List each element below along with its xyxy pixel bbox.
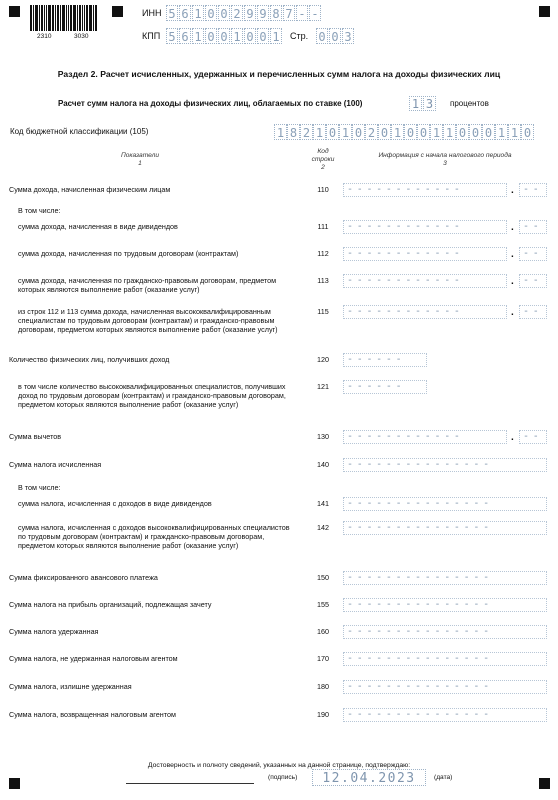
barcode-number-left: 2310 — [37, 33, 52, 40]
digit-cell[interactable]: 0 — [218, 5, 230, 21]
column-header-info — [350, 152, 540, 168]
kbk-digit-cell[interactable]: 0 — [378, 124, 391, 140]
digit-cell[interactable]: - — [296, 5, 308, 21]
column-header-code — [305, 148, 341, 172]
rate-title: Расчет сумм налога на доходы физических лиц, облагаемых по ставке (100) — [58, 99, 363, 108]
rate-digit: 3 — [423, 96, 436, 111]
row-code: 110 — [317, 185, 329, 194]
digit-cell[interactable]: 1 — [192, 28, 204, 44]
corner-marker-bottom-left — [9, 778, 20, 789]
kbk-digit-cell[interactable]: 0 — [417, 124, 430, 140]
tax-amount-field[interactable]: --------------- — [343, 708, 547, 722]
digit-cell[interactable]: 7 — [283, 5, 295, 21]
row-label: сумма налога, исчисленная с доходов в виде дивидендов — [18, 499, 212, 508]
row-label: Сумма налога на прибыль организаций, подлежащая зачету — [9, 600, 212, 609]
kbk-label: Код бюджетной классификации (105) — [10, 127, 149, 136]
row-label: сумма дохода, начисленная по гражданско-правовым договорам, предметом которых являются выполнение работ (оказание услуг) — [18, 276, 277, 294]
count-field[interactable]: ------ — [343, 353, 427, 367]
digit-cell[interactable]: - — [309, 5, 321, 21]
amount-field[interactable]: ------------ — [343, 274, 507, 288]
row-label: Сумма вычетов — [9, 432, 62, 441]
row-code: 121 — [317, 382, 329, 391]
column-header-info-text: Информация с начала налогового периода — [378, 152, 512, 159]
row-code: 111 — [317, 222, 329, 231]
decimal-separator: . — [511, 307, 514, 318]
kbk-digit-cell[interactable]: 1 — [430, 124, 443, 140]
row-label: В том числе: — [18, 206, 61, 215]
tax-amount-field[interactable]: --------------- — [343, 571, 547, 585]
digit-cell[interactable]: 0 — [316, 28, 328, 44]
column-header-code-text: Код строки — [311, 148, 335, 163]
kbk-digit-cell[interactable]: 0 — [326, 124, 339, 140]
digit-cell[interactable]: 9 — [257, 5, 269, 21]
kbk-digit-cell[interactable]: 0 — [521, 124, 534, 140]
kbk-digit-cell[interactable]: 8 — [287, 124, 300, 140]
row-label: Количество физических лиц, получивших доход — [9, 355, 170, 364]
rate-digit: 1 — [409, 96, 422, 111]
column-header-indicators — [60, 152, 220, 168]
digit-cell[interactable]: 0 — [244, 28, 256, 44]
tax-amount-field[interactable]: --------------- — [343, 497, 547, 511]
digit-cell[interactable]: 9 — [244, 5, 256, 21]
row-label: Сумма налога, не удержанная налоговым агентом — [9, 654, 178, 663]
corner-marker-top-right — [539, 6, 550, 17]
row-label: В том числе: — [18, 483, 61, 492]
row-code: 115 — [317, 307, 329, 316]
column-header-info-num: 3 — [443, 160, 447, 167]
kpp-label: КПП — [142, 31, 161, 41]
decimal-separator: . — [511, 276, 514, 287]
digit-cell[interactable]: 6 — [179, 5, 191, 21]
kbk-digit-cell[interactable]: 0 — [404, 124, 417, 140]
row-label: Сумма налога исчисленная — [9, 460, 102, 469]
kbk-digit-cell[interactable]: 0 — [469, 124, 482, 140]
row-code: 130 — [317, 432, 329, 441]
row-code: 140 — [317, 460, 329, 469]
row-code: 155 — [317, 600, 329, 609]
row-label: Сумма налога, возвращенная налоговым агентом — [9, 710, 176, 719]
kopeks-field[interactable]: -- — [519, 183, 547, 197]
tax-amount-field[interactable]: --------------- — [343, 625, 547, 639]
kbk-digit-cell[interactable]: 0 — [352, 124, 365, 140]
digit-cell[interactable]: 0 — [205, 5, 217, 21]
digit-cell[interactable]: 0 — [205, 28, 217, 44]
digit-cell[interactable]: 5 — [166, 5, 178, 21]
digit-cell[interactable]: 1 — [270, 28, 282, 44]
barcode-number-right: 3030 — [74, 33, 89, 40]
digit-cell[interactable]: 8 — [270, 5, 282, 21]
tax-amount-field[interactable]: --------------- — [343, 458, 547, 472]
kopeks-field[interactable]: -- — [519, 220, 547, 234]
decimal-separator: . — [511, 185, 514, 196]
page-cells — [316, 28, 355, 44]
count-field[interactable]: ------ — [343, 380, 427, 394]
row-code: 180 — [317, 682, 329, 691]
kopeks-field[interactable]: -- — [519, 305, 547, 319]
digit-cell[interactable]: 0 — [218, 28, 230, 44]
digit-cell[interactable]: 1 — [192, 5, 204, 21]
tax-amount-field[interactable]: --------------- — [343, 652, 547, 666]
date-field[interactable]: 12.04.2023 — [312, 769, 426, 786]
digit-cell[interactable]: 0 — [329, 28, 341, 44]
kopeks-field[interactable]: -- — [519, 430, 547, 444]
kbk-digit-cell[interactable]: 1 — [495, 124, 508, 140]
row-label: Сумма налога удержанная — [9, 627, 99, 636]
row-code: 112 — [317, 249, 329, 258]
amount-field[interactable]: ------------ — [343, 183, 507, 197]
signature-label: (подпись) — [268, 774, 298, 781]
signature-line[interactable] — [126, 783, 254, 784]
amount-field[interactable]: ------------ — [343, 430, 507, 444]
row-code: 160 — [317, 627, 329, 636]
rate-cells — [409, 96, 437, 111]
column-header-indicators-text: Показатели — [120, 152, 160, 159]
digit-cell[interactable]: 6 — [179, 28, 191, 44]
row-label: Сумма фиксированного авансового платежа — [9, 573, 158, 582]
kbk-digit-cell[interactable]: 1 — [508, 124, 521, 140]
decimal-separator: . — [511, 249, 514, 260]
barcode — [30, 5, 102, 31]
kbk-digit-cell[interactable]: 1 — [443, 124, 456, 140]
row-code: 113 — [317, 276, 329, 285]
kopeks-field[interactable]: -- — [519, 247, 547, 261]
kpp-cells — [166, 28, 283, 44]
tax-amount-field[interactable]: --------------- — [343, 521, 547, 535]
kbk-digit-cell[interactable]: 0 — [456, 124, 469, 140]
kbk-digit-cell[interactable]: 1 — [274, 124, 287, 140]
amount-field[interactable]: ------------ — [343, 247, 507, 261]
row-label: сумма дохода, начисленная по трудовым договорам (контрактам) — [18, 249, 239, 258]
corner-marker-top-left — [9, 6, 20, 17]
row-label: сумма дохода, начисленная в виде дивидендов — [18, 222, 178, 231]
tax-amount-field[interactable]: --------------- — [343, 598, 547, 612]
kbk-cells — [274, 124, 534, 140]
inn-cells — [166, 5, 322, 21]
kbk-digit-cell[interactable]: 0 — [482, 124, 495, 140]
row-label: сумма налога, исчисленная с доходов высококвалифицированных специалистов по трудовым договорам (контрактам) и гражданско-правовым договорам, предметом которых являются выполнение работ (оказание услуг) — [18, 523, 290, 550]
amount-field[interactable]: ------------ — [343, 220, 507, 234]
rate-unit: процентов — [450, 99, 489, 108]
row-label: Сумма налога, излишне удержанная — [9, 682, 132, 691]
decimal-separator: . — [511, 432, 514, 443]
row-label: Сумма дохода, начисленная физическим лицам — [9, 185, 171, 194]
page-label: Стр. — [290, 31, 309, 41]
kbk-digit-cell[interactable]: 1 — [313, 124, 326, 140]
kbk-digit-cell[interactable]: 1 — [339, 124, 352, 140]
decimal-separator: . — [511, 222, 514, 233]
row-code: 141 — [317, 499, 329, 508]
row-code: 190 — [317, 710, 329, 719]
digit-cell[interactable]: 0 — [257, 28, 269, 44]
row-code: 120 — [317, 355, 329, 364]
column-header-indicators-num: 1 — [138, 160, 142, 167]
confirmation-statement: Достоверность и полноту сведений, указанных на данной странице, подтверждаю: — [147, 762, 411, 769]
row-code: 170 — [317, 654, 329, 663]
inn-label: ИНН — [142, 8, 162, 18]
corner-marker-bottom-right — [539, 778, 550, 789]
date-label: (дата) — [434, 774, 453, 781]
kopeks-field[interactable]: -- — [519, 274, 547, 288]
row-code: 142 — [317, 523, 329, 532]
kbk-digit-cell[interactable]: 1 — [391, 124, 404, 140]
digit-cell[interactable]: 5 — [166, 28, 178, 44]
digit-cell[interactable]: 3 — [342, 28, 354, 44]
row-code: 150 — [317, 573, 329, 582]
row-label: из строк 112 и 113 сумма дохода, начисленная высококвалифицированным специалистам по трудовым договорам (контрактам) и гражданско-правовым договорам, предметом которых являются выполнение работ (оказание услуг) — [18, 307, 278, 334]
tax-amount-field[interactable]: --------------- — [343, 680, 547, 694]
corner-marker-top-center — [112, 6, 123, 17]
digit-cell[interactable]: 2 — [231, 5, 243, 21]
digit-cell[interactable]: 1 — [231, 28, 243, 44]
kbk-digit-cell[interactable]: 2 — [365, 124, 378, 140]
row-label: в том числе количество высококвалифицированных специалистов, получивших доход по трудовым договорам (контрактам) и гражданско-правовым договорам, предметом которых являются выполнение работ (оказание услуг) — [18, 382, 286, 409]
kbk-digit-cell[interactable]: 2 — [300, 124, 313, 140]
amount-field[interactable]: ------------ — [343, 305, 507, 319]
section-title: Раздел 2. Расчет исчисленных, удержанных и перечисленных сумм налога на доходы физических лиц — [57, 69, 501, 79]
column-header-code-num: 2 — [321, 164, 325, 171]
